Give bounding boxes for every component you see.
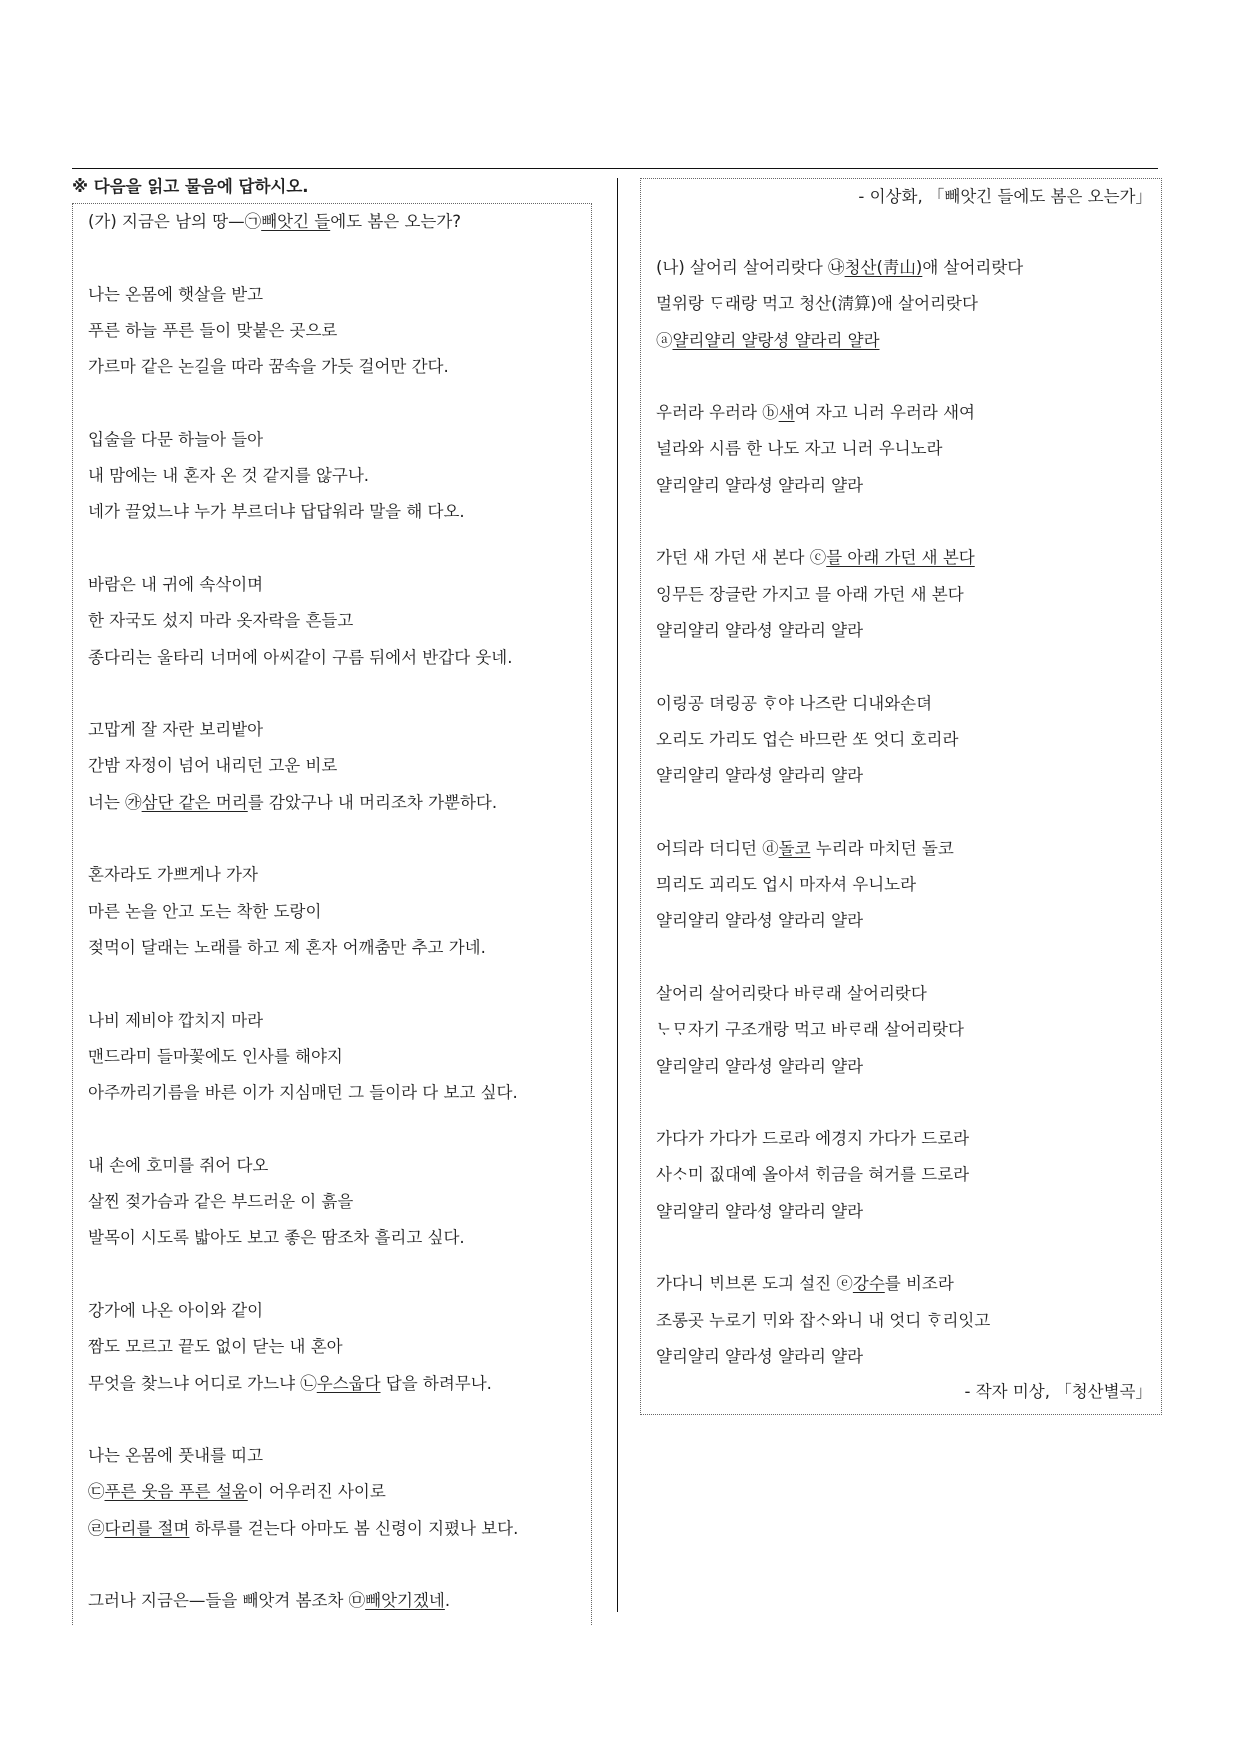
line-text: 얄리얄리 얄라셩 얄라리 얄라 [656, 620, 864, 640]
line-text: (나) 살어리 살어리랏다 ㉯ [656, 258, 845, 277]
poem-line [88, 712, 588, 748]
line-text: 얄리얄리 얄라셩 얄라리 얄라 [656, 1056, 864, 1076]
poem-a-stanza-10 [88, 1438, 588, 1547]
poem-line [88, 458, 588, 494]
line-text: 이 어우러진 사이로 [247, 1482, 386, 1502]
poem-line [88, 1148, 588, 1184]
line-text: 가다가 가다가 드로라 에경지 가다가 드로라 [656, 1129, 970, 1149]
poem-a-stanza-6 [88, 857, 588, 966]
poem-line [656, 1303, 1156, 1339]
poem-line [656, 323, 1156, 359]
line-text: 젖먹이 달래는 노래를 하고 제 혼자 어깨춤만 추고 가네. [88, 937, 486, 957]
underlined-phrase: 얄리얄리 얄랑셩 얄라리 얄라 [672, 330, 880, 350]
poem-line [656, 1012, 1156, 1048]
poem-line [656, 1194, 1156, 1230]
poem-line [88, 1293, 588, 1329]
line-text: 믜리도 괴리도 업시 마자셔 우니노라 [656, 875, 917, 895]
poem-line [656, 431, 1156, 467]
line-text: 고맙게 잘 자란 보리밭아 [88, 720, 264, 740]
line-text: 내 손에 호미를 쥐어 다오 [88, 1155, 269, 1175]
poem-line [656, 1121, 1156, 1157]
line-text: 혼자라도 가쁘게나 가자 [88, 865, 258, 885]
line-text: ㉢ [88, 1482, 105, 1502]
poem-line [656, 395, 1156, 431]
line-text: 를 감았구나 내 머리조차 가뿐하다. [247, 792, 498, 812]
poem-line [88, 313, 588, 349]
poem-a [88, 204, 588, 1620]
poem-line [656, 976, 1156, 1012]
underlined-phrase: 우스웁다 [316, 1373, 381, 1393]
line-text: 가던 새 가던 새 본다 ⓒ [656, 548, 827, 568]
line-text: 이링공 뎌링공 ᄒᆞ야 나즈란 디내와손뎌 [656, 693, 933, 713]
poem-line [656, 867, 1156, 903]
underlined-phrase: 빼앗기겠네 [365, 1591, 445, 1611]
line-text: 얄리얄리 얄라셩 얄라리 얄라 [656, 1201, 864, 1221]
poem-line [656, 1266, 1156, 1302]
line-text: 얄리얄리 얄라셩 얄라리 얄라 [656, 911, 864, 931]
line-text: 종다리는 울타리 너머에 아씨같이 구름 뒤에서 반갑다 웃네. [88, 647, 513, 667]
line-text: 나는 온몸에 풋내를 띠고 [88, 1446, 264, 1466]
poem-line [656, 686, 1156, 722]
poem-line [88, 640, 588, 676]
line-text: 애 살어리랏다 [922, 258, 1024, 277]
poem-b-stanza-3 [656, 540, 1156, 649]
line-text: ᄂᆞᄆᆞ자기 구조개랑 먹고 바ᄅᆞ래 살어리랏다 [656, 1020, 964, 1040]
top-rule [72, 168, 1158, 169]
line-text: 여 자고 니러 우러라 새여 [794, 403, 975, 423]
line-text: 아주까리기름을 바른 이가 지심매던 그 들이라 다 보고 싶다. [88, 1083, 518, 1103]
poem-b-stanza-8 [656, 1266, 1156, 1375]
line-text: 우러라 우러라 ⓑ [656, 403, 779, 423]
poem-line [88, 1039, 588, 1075]
poem-line [88, 494, 588, 530]
poem-line [88, 567, 588, 603]
poem-line [88, 785, 588, 821]
poem-b-stanza-7 [656, 1121, 1156, 1230]
poem-line [656, 758, 1156, 794]
line-text: 누리라 마치던 돌코 [810, 838, 954, 858]
poem-line [88, 349, 588, 385]
poem-line [88, 1184, 588, 1220]
line-text: 푸른 하늘 푸른 들이 맞붙은 곳으로 [88, 320, 338, 340]
line-text: 바람은 내 귀에 속삭이며 [88, 574, 264, 594]
line-text: 사ᄉᆞ미 짒대예 올아셔 ᄒᆡ금을 혀거를 드로라 [656, 1165, 970, 1185]
poem-line [88, 1366, 588, 1402]
line-text: 멀위랑 ᄃᆞ래랑 먹고 청산(淸算)애 살어리랏다 [656, 294, 978, 314]
line-text: 간밤 자정이 넘어 내리던 고운 비로 [88, 756, 338, 776]
poem-b [656, 250, 1156, 1375]
line-text: 짬도 모르고 끝도 없이 닫는 내 혼아 [88, 1337, 343, 1357]
poem-a-stanza-2 [88, 277, 588, 386]
line-text: 얄리얄리 얄라셩 얄라리 얄라 [656, 475, 864, 495]
line-text: 얄리얄리 얄라셩 얄라리 얄라 [656, 766, 864, 786]
poem-line [656, 613, 1156, 649]
poem-line [656, 1157, 1156, 1193]
line-text: 그러나 지금은—들을 빼앗겨 봄조차 ㉤ [88, 1591, 366, 1611]
poem-line [88, 1583, 588, 1619]
poem-a-stanza-5 [88, 712, 588, 821]
poem-a-stanza-3 [88, 422, 588, 531]
line-text: 맨드라미 들마꽃에도 인사를 해야지 [88, 1046, 343, 1066]
poem-line [88, 1474, 588, 1510]
poem-line [656, 468, 1156, 504]
poem-line [88, 748, 588, 784]
poem-line [88, 1075, 588, 1111]
line-text: ㉣ [88, 1518, 105, 1538]
poem-line [656, 1339, 1156, 1375]
line-text: 잉무든 장글란 가지고 믈 아래 가던 새 본다 [656, 584, 964, 604]
line-text: 가다니 ᄇᆡ브론 도긔 설진 ⓔ [656, 1274, 853, 1294]
poem-line [88, 204, 588, 240]
poem-line [88, 1329, 588, 1365]
line-text: 를 비조라 [884, 1274, 954, 1294]
underlined-phrase: 강수 [852, 1274, 885, 1294]
line-text: 살어리 살어리랏다 바ᄅᆞ래 살어리랏다 [656, 983, 927, 1003]
underlined-phrase: 청산(靑山) [844, 258, 923, 277]
line-text: 한 자국도 섰지 마라 옷자락을 흔들고 [88, 611, 354, 631]
poem-b-attribution: - 작자 미상, 「청산별곡」 [964, 1382, 1152, 1401]
poem-line [656, 540, 1156, 576]
poem-a-stanza-1 [88, 204, 588, 240]
line-text: 마른 논을 안고 도는 착한 도랑이 [88, 901, 322, 921]
underlined-phrase: 새 [778, 403, 795, 423]
poem-line [656, 1049, 1156, 1085]
poem-b-stanza-6 [656, 976, 1156, 1085]
line-text: (가) 지금은 남의 땅—㉠ [88, 212, 262, 231]
line-text: 얄리얄리 얄라셩 얄라리 얄라 [656, 1346, 864, 1366]
line-text: 오리도 가리도 업슨 바므란 ᄯᅩ 엇디 호리라 [656, 729, 959, 749]
poem-line [656, 831, 1156, 867]
line-text: 하루를 걷는다 아마도 봄 신령이 지폈나 보다. [189, 1518, 519, 1538]
poem-line [656, 722, 1156, 758]
poem-line [88, 894, 588, 930]
line-text: 답을 하려무나. [380, 1373, 492, 1393]
poem-line [88, 1511, 588, 1547]
line-text: 네가 끌었느냐 누가 부르더냐 답답워라 말을 해 다오. [88, 502, 465, 522]
poem-a-stanza-4 [88, 567, 588, 676]
poem-b-stanza-2 [656, 395, 1156, 504]
underlined-phrase: 돌코 [778, 838, 811, 858]
poem-line [656, 577, 1156, 613]
line-text: 살찐 젖가슴과 같은 부드러운 이 흙을 [88, 1192, 354, 1212]
column-divider [617, 178, 618, 1612]
line-text: 조롱곳 누로기 ᄆᆡ와 잡ᄉᆞ와니 내 엇디 ᄒᆞ리잇고 [656, 1310, 991, 1330]
poem-line [88, 277, 588, 313]
poem-a-attribution: - 이상화, 「빼앗긴 들에도 봄은 오는가」 [858, 187, 1152, 206]
underlined-phrase: 푸른 웃음 푸른 설움 [104, 1482, 248, 1502]
line-text: 강가에 나온 아이와 같이 [88, 1300, 264, 1320]
line-text: ⓐ [656, 330, 673, 350]
line-text: 입술을 다문 하늘아 들아 [88, 429, 264, 449]
question-instruction: ※ 다음을 읽고 물음에 답하시오. [72, 177, 309, 196]
line-text: 발목이 시도록 밟아도 보고 좋은 땀조차 흘리고 싶다. [88, 1228, 465, 1248]
underlined-phrase: 삼단 같은 머리 [141, 792, 248, 812]
poem-line [88, 422, 588, 458]
poem-b-stanza-4 [656, 686, 1156, 795]
line-text: 널라와 시름 한 나도 자고 니러 우니노라 [656, 439, 943, 459]
underlined-phrase: 믈 아래 가던 새 본다 [826, 548, 975, 568]
poem-line [88, 1003, 588, 1039]
poem-line [88, 1438, 588, 1474]
line-text: 어듸라 더디던 ⓓ [656, 838, 779, 858]
poem-b-stanza-5 [656, 831, 1156, 940]
poem-line [88, 857, 588, 893]
line-text: 무엇을 찾느냐 어디로 가느냐 ㉡ [88, 1373, 317, 1393]
poem-line [88, 603, 588, 639]
underlined-phrase: 다리를 절며 [104, 1518, 190, 1538]
underlined-phrase: 빼앗긴 들 [261, 212, 331, 231]
line-text: 가르마 같은 논길을 따라 꿈속을 가듯 걸어만 간다. [88, 357, 449, 377]
poem-a-stanza-7 [88, 1003, 588, 1112]
poem-line [656, 286, 1156, 322]
line-text: 나는 온몸에 햇살을 받고 [88, 284, 264, 304]
line-text: 나비 제비야 깝치지 마라 [88, 1010, 264, 1030]
line-text: 에도 봄은 오는가? [330, 212, 462, 231]
poem-line [656, 903, 1156, 939]
poem-line [656, 250, 1156, 286]
poem-line [88, 1220, 588, 1256]
line-text: 너는 ㉮ [88, 792, 142, 812]
poem-a-stanza-8 [88, 1148, 588, 1257]
poem-a-stanza-11 [88, 1583, 588, 1619]
poem-line [88, 930, 588, 966]
poem-a-stanza-9 [88, 1293, 588, 1402]
poem-b-stanza-1 [656, 250, 1156, 359]
line-text: 내 맘에는 내 혼자 온 것 같지를 않구나. [88, 466, 370, 486]
line-text: . [444, 1591, 451, 1611]
